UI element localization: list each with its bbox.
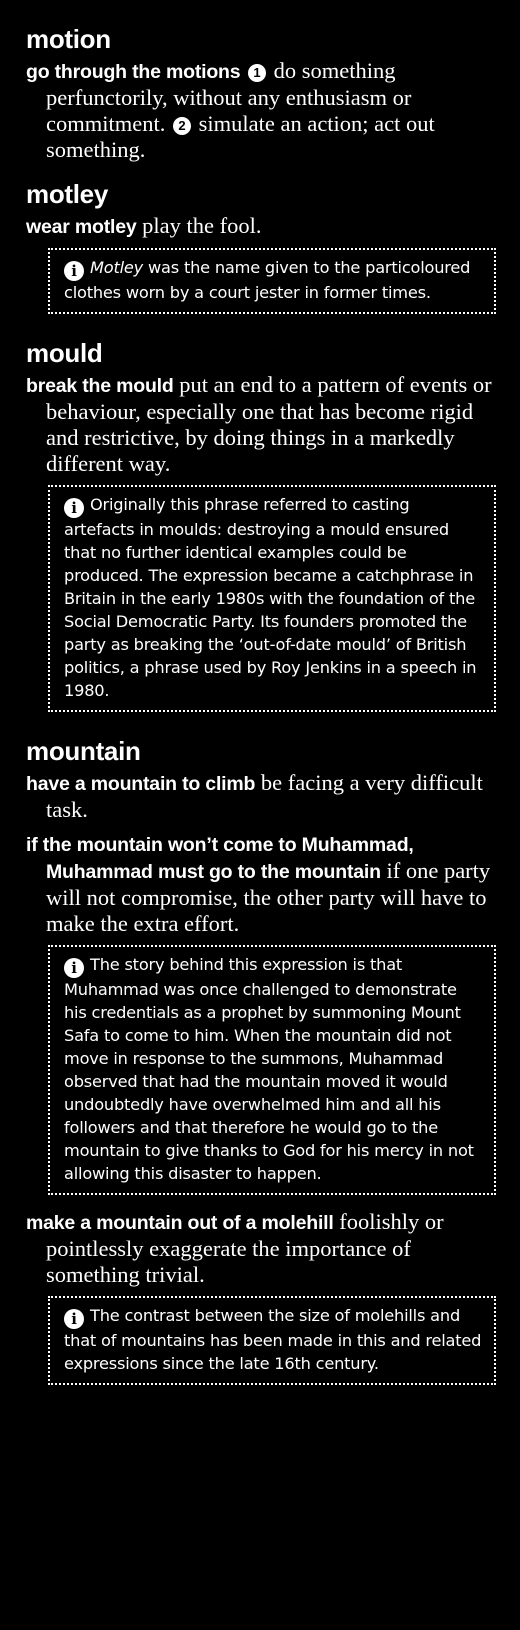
note-italic-term: Motley	[90, 258, 144, 277]
definition: play the fool.	[142, 213, 262, 238]
idiom-phrase: wear motley	[26, 216, 137, 238]
info-icon: i	[64, 1309, 84, 1329]
entry-motley	[26, 213, 496, 314]
idiom-phrase: have a mountain to climb	[26, 773, 256, 795]
idiom-phrase: make a mountain out of a molehill	[26, 1212, 334, 1234]
definition: be facing a very difficult task.	[46, 770, 483, 822]
headword-motion: motion	[26, 24, 111, 54]
definition: do something perfunctorily, without any enthusiasm or commitment.	[46, 58, 412, 136]
info-icon: i	[64, 261, 84, 281]
note-box-molehill	[48, 1296, 496, 1385]
info-icon: i	[64, 958, 84, 978]
dictionary-page	[26, 22, 496, 1385]
headword-mountain: mountain	[26, 736, 141, 766]
entry-motion	[26, 58, 496, 163]
note-text: was the name given to the particoloured clothes worn by a court jester in former times.	[64, 258, 471, 302]
note-text: The contrast between the size of molehills and that of mountains has been made in this and related expressions since the late 16th century.	[64, 1306, 482, 1373]
sense-have-a-mountain-to-climb	[26, 770, 496, 823]
idiom-phrase: break the mould	[26, 375, 174, 397]
note-box-muhammad	[48, 945, 496, 1195]
sense-number-2-icon: 2	[173, 117, 191, 135]
headword-mould: mould	[26, 338, 103, 368]
sense-break-the-mould	[26, 372, 496, 477]
note-box-motley	[48, 248, 496, 314]
entry-mould	[26, 372, 496, 712]
definition: simulate an action; act out something.	[46, 111, 435, 162]
note-text: Originally this phrase referred to casting artefacts in moulds: destroying a mould ensured that no further identical examples could be produced. The expression became a catchphrase in Britain in the early 1980s with the foundation of the Social Democratic Party. Its founders promoted the party as breaking the ‘out-of-date mould’ of British politics, a phrase used by Roy Jenkins in a speech in 1980.	[64, 495, 477, 700]
sense-go-through-the-motions	[26, 58, 496, 163]
note-text: The story behind this expression is that Muhammad was once challenged to demonstrate his credentials as a prophet by summoning Mount Safa to come to him. When the mountain did not move in response to the summons, Muhammad observed that had the mountain moved it would undoubtedly have overwhelmed him and all his followers and that therefore he would go to the mountain to give thanks to God for his mercy in not allowing this disaster to happen.	[64, 955, 474, 1183]
sense-number-1-icon: 1	[248, 64, 266, 82]
definition: put an end to a pattern of events or behaviour, especially one that has become rigid and restrictive, by doing things in a markedly different way.	[46, 372, 492, 476]
idiom-phrase: go through the motions	[26, 61, 241, 83]
definition: foolishly or pointlessly exaggerate the importance of something trivial.	[46, 1209, 444, 1287]
entry-mountain	[26, 770, 496, 1385]
idiom-phrase: if the mountain won’t come to Muhammad, Muhammad must go to the mountain	[26, 834, 414, 883]
sense-wear-motley	[26, 213, 496, 240]
sense-mountain-out-of-molehill	[26, 1209, 496, 1288]
info-icon: i	[64, 498, 84, 518]
sense-mountain-muhammad	[26, 831, 496, 937]
note-box-mould	[48, 485, 496, 712]
headword-motley: motley	[26, 179, 109, 209]
definition: if one party will not compromise, the other party will have to make the extra effort.	[46, 858, 491, 936]
